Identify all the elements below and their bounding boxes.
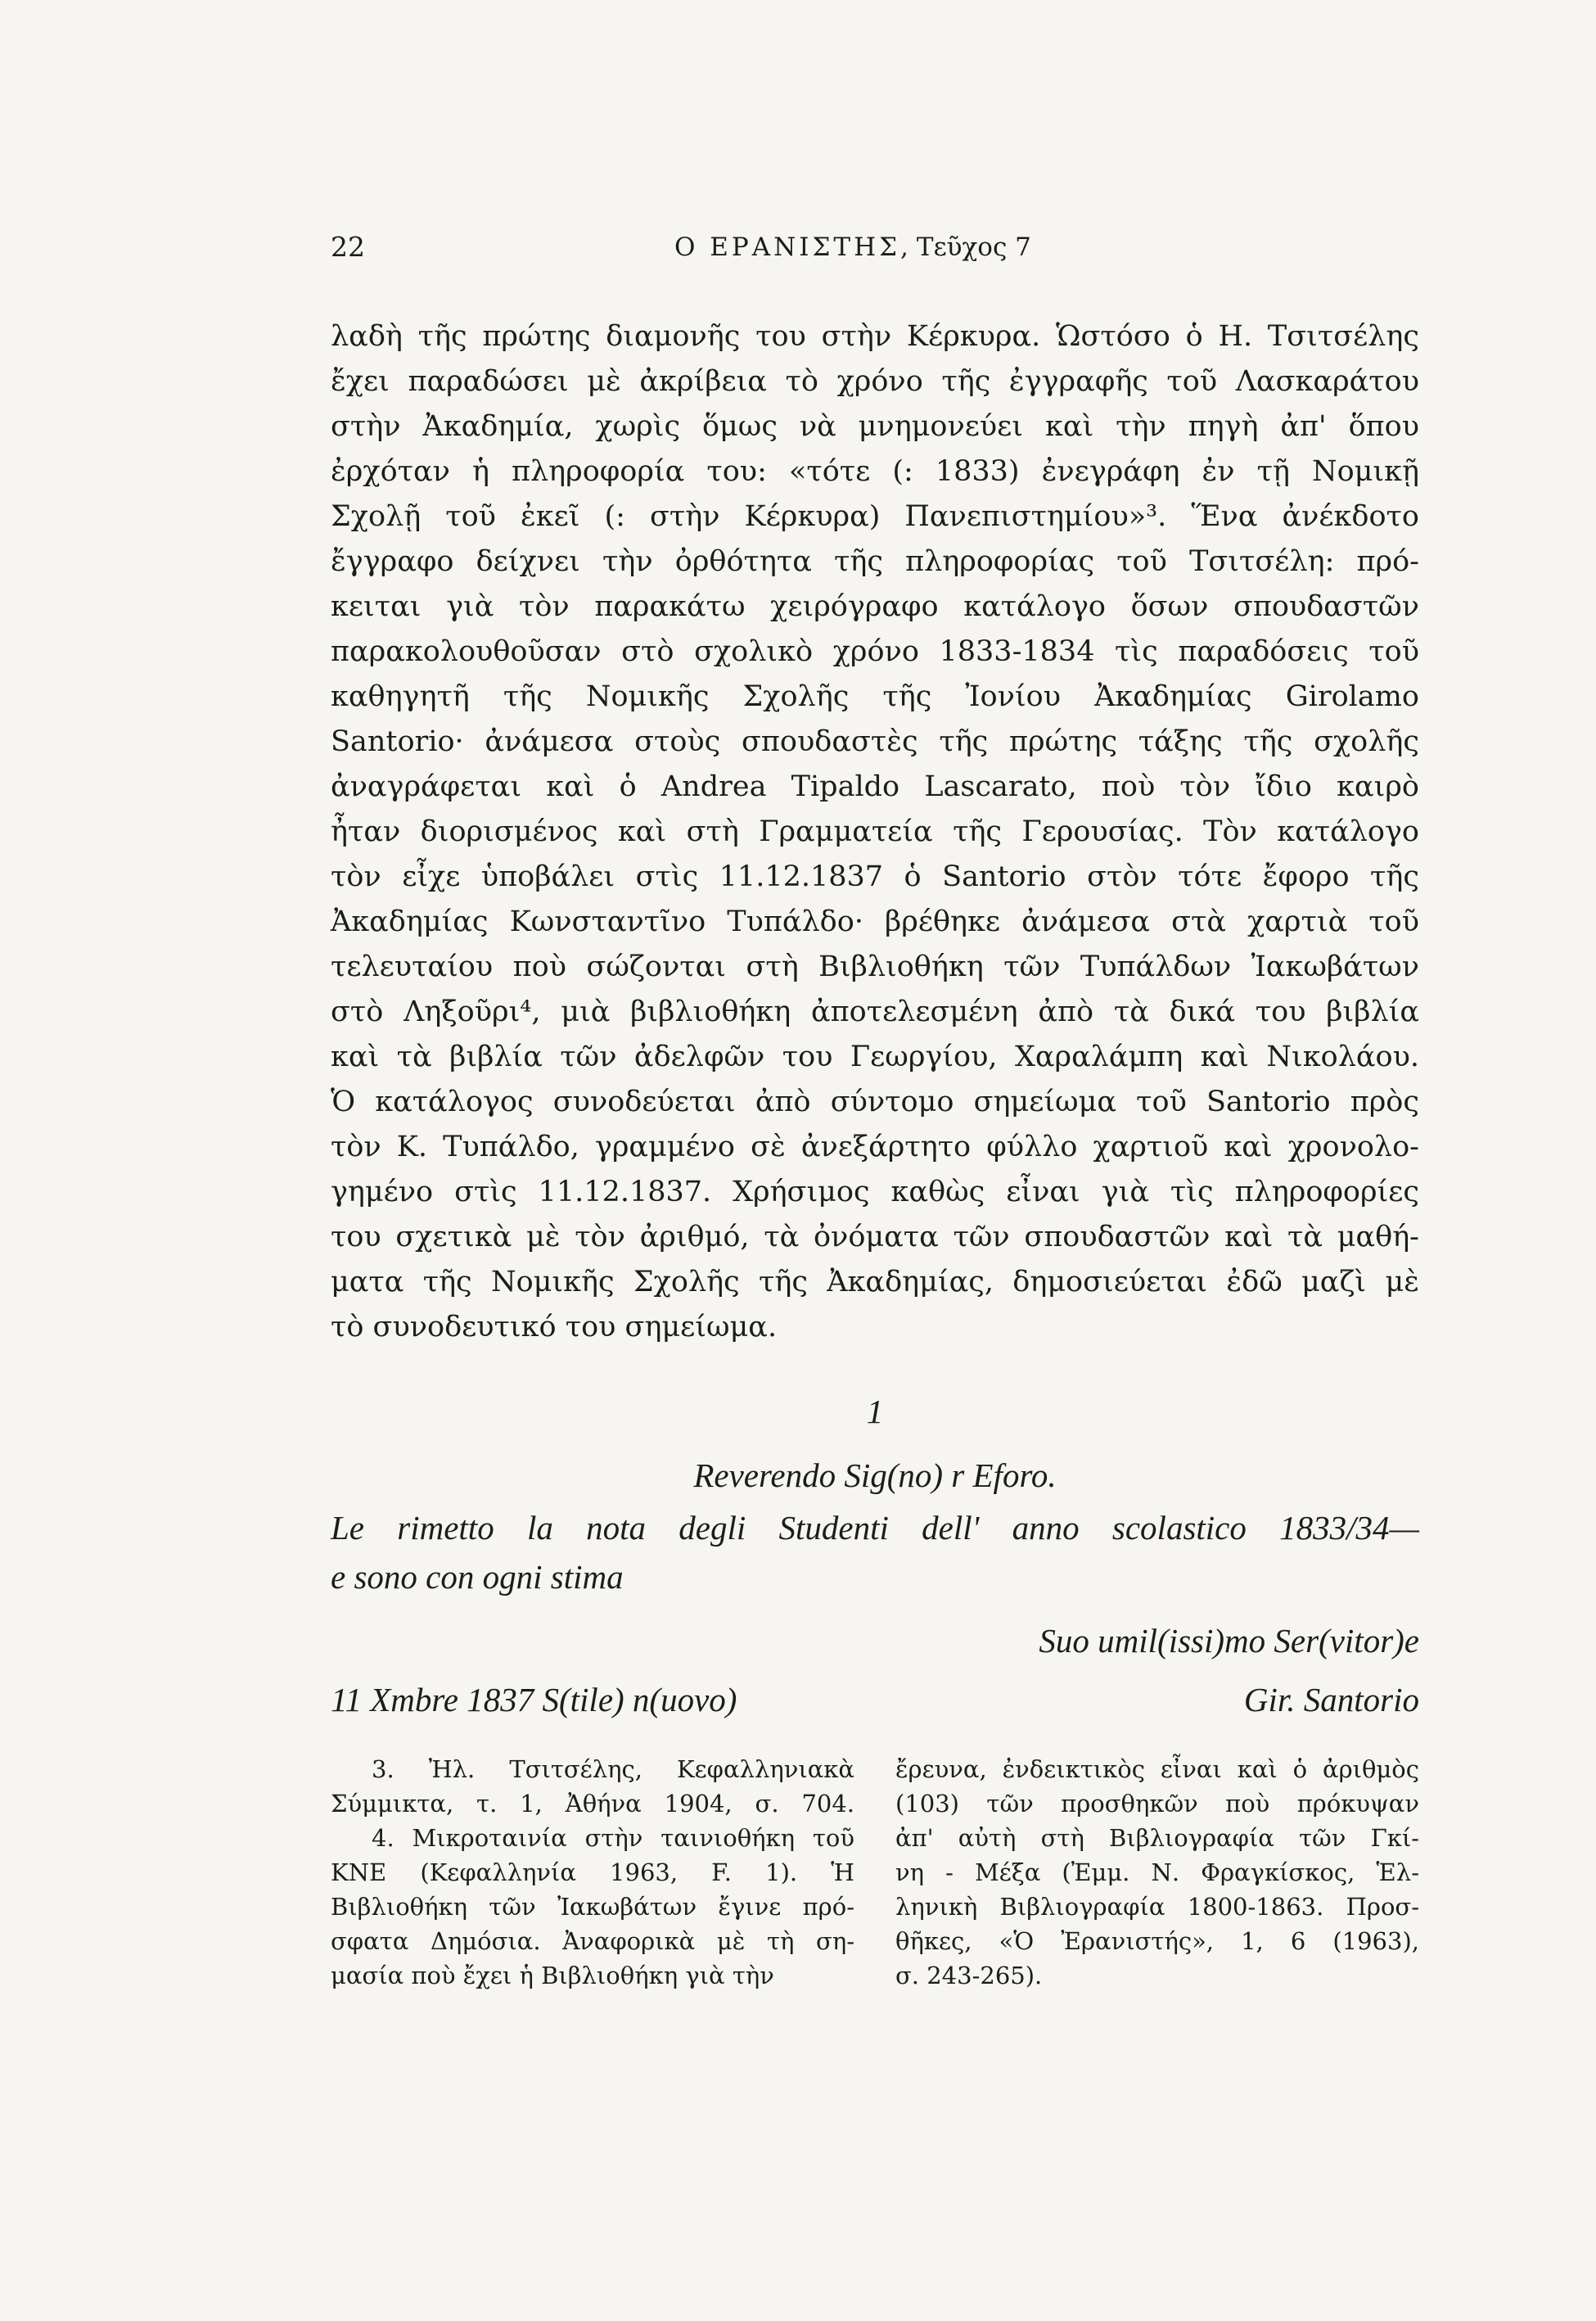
footnote-line: (103) τῶν προσθηκῶν ποὺ πρόκυψαν (895, 1790, 1419, 1818)
body-line: τελευταίου ποὺ σώζονται στὴ Βιβλιοθήκη τῶν Τυπάλδων Ἰακωβάτων (331, 951, 1419, 983)
footnote-line: Βιβλιοθήκη τῶν Ἰακωβάτων ἔγινε πρό- (331, 1893, 854, 1921)
footnote-line: σ. 243-265). (895, 1962, 1043, 1989)
letter-number: 1 (866, 1393, 884, 1430)
letter-body-line: e sono con ogni stima (331, 1558, 624, 1596)
issue-label: Τεῦχος 7 (916, 233, 1031, 262)
body-line: στὴν Ἀκαδημία, χωρὶς ὅμως νὰ μνημονεύει καὶ τὴν πηγὴ ἀπ' ὅπου (331, 410, 1419, 443)
running-header (331, 231, 1419, 272)
letter-closing: Suo umil(issi)mo Ser(vitor)e (1039, 1622, 1419, 1659)
body-line: παρακολουθοῦσαν στὸ σχολικὸ χρόνο 1833-1834 τὶς παραδόσεις τοῦ (331, 635, 1419, 668)
body-line: καθηγητῆ τῆς Νομικῆς Σχολῆς τῆς Ἰονίου Ἀκαδημίας Girolamo (331, 680, 1419, 713)
body-line: γημένο στὶς 11.12.1837. Χρήσιμος καθὼς εἶναι γιὰ τὶς πληροφορίες (331, 1176, 1419, 1208)
body-line: ἐρχόταν ἡ πληροφορία του: «τότε (: 1833) ἐνεγράφη ἐν τῇ Νομικῇ (331, 455, 1419, 488)
body-line: στὸ Ληξοῦρι⁴, μιὰ βιβλιοθήκη ἀποτελεσμένη ἀπὸ τὰ δικά του βιβλία (331, 996, 1419, 1028)
body-line: Ἀκαδημίας Κωνσταντῖνο Τυπάλδο· βρέθηκε ἀνάμεσα στὰ χαρτιὰ τοῦ (331, 905, 1419, 938)
body-line: κειται γιὰ τὸν παρακάτω χειρόγραφο κατάλογο ὅσων σπουδαστῶν (331, 590, 1419, 623)
footnote-line: ἀπ' αὐτὴ στὴ Βιβλιογραφία τῶν Γκί- (895, 1824, 1419, 1852)
footnote-line: μασία ποὺ ἔχει ἡ Βιβλιοθήκη γιὰ τὴν (331, 1962, 774, 1989)
page-number: 22 (331, 231, 365, 263)
body-line: τὸ συνοδευτικό του σημείωμα. (331, 1311, 778, 1343)
body-line: ἦταν διορισμένος καὶ στὴ Γραμματεία τῆς Γερουσίας. Τὸν κατάλογο (331, 815, 1419, 848)
footnote-line: ΚΝΕ (Κεφαλληνία 1963, F. 1). Ἡ (331, 1858, 854, 1886)
body-line: καὶ τὰ βιβλία τῶν ἀδελφῶν του Γεωργίου, Χαραλάμπη καὶ Νικολάου. (331, 1041, 1419, 1073)
footnote-line: 4. Μικροταινία στὴν ταινιοθήκη τοῦ (372, 1824, 854, 1852)
letter-salutation: Reverendo Sig(no) r Eforo. (693, 1456, 1057, 1494)
body-line: ἔγγραφο δείχνει τὴν ὀρθότητα τῆς πληροφορίας τοῦ Τσιτσέλη: πρό- (331, 545, 1419, 578)
body-line: του σχετικὰ μὲ τὸν ἀριθμό, τὰ ὀνόματα τῶν σπουδαστῶν καὶ τὰ μαθή- (331, 1221, 1419, 1253)
letter-date: 11 Xmbre 1837 S(tile) n(uovo) (331, 1681, 737, 1718)
letter-signature: Gir. Santorio (1243, 1681, 1419, 1718)
footnote-line: Σύμμικτα, τ. 1, Ἀθήνα 1904, σ. 704. (331, 1790, 854, 1818)
body-line: τὸν εἶχε ὑποβάλει στὶς 11.12.1837 ὁ Santorio στὸν τότε ἔφορο τῆς (331, 860, 1419, 893)
footnote-line: σφατα Δημόσια. Ἀναφορικὰ μὲ τὴ ση- (331, 1927, 854, 1955)
body-line: ἔχει παραδώσει μὲ ἀκρίβεια τὸ χρόνο τῆς ἐγγραφῆς τοῦ Λασκαράτου (331, 365, 1419, 398)
body-line: Ὁ κατάλογος συνοδεύεται ἀπὸ σύντομο σημείωμα τοῦ Santorio πρὸς (331, 1086, 1419, 1118)
letter-body-line: Le rimetto la nota degli Studenti dell' anno scolastico 1833/34— (331, 1509, 1419, 1547)
body-text (331, 314, 1419, 1350)
body-line: Santorio· ἀνάμεσα στοὺς σπουδαστὲς τῆς πρώτης τάξης τῆς σχολῆς (331, 725, 1419, 758)
body-line: ἀναγράφεται καὶ ὁ Andrea Tipaldo Lascarato, ποὺ τὸν ἴδιο καιρὸ (331, 770, 1419, 803)
footnote-line: ληνικὴ Βιβλιογραφία 1800-1863. Προσ- (895, 1893, 1419, 1921)
footnotes-right-column (895, 1752, 1419, 1993)
running-title (674, 233, 1031, 262)
body-line: λαδὴ τῆς πρώτης διαμονῆς του στὴν Κέρκυρα. Ὡστόσο ὁ Η. Τσιτσέλης (331, 320, 1419, 353)
body-line: Σχολῇ τοῦ ἐκεῖ (: στὴν Κέρκυρα) Πανεπιστημίου»³. Ἕνα ἀνέκδοτο (331, 500, 1419, 533)
body-line: ματα τῆς Νομικῆς Σχολῆς τῆς Ἀκαδημίας, δημοσιεύεται ἐδῶ μαζὶ μὲ (331, 1266, 1419, 1298)
footnotes-left-column (331, 1752, 854, 1993)
journal-name: Ο ΕΡΑΝΙΣΤΗΣ, (674, 233, 912, 262)
footnote-line: θῆκες, «Ὁ Ἐρανιστής», 1, 6 (1963), (895, 1927, 1419, 1955)
body-line: τὸν Κ. Τυπάλδο, γραμμένο σὲ ἀνεξάρτητο φύλλο χαρτιοῦ καὶ χρονολο- (331, 1131, 1419, 1163)
footnote-line: 3. Ἠλ. Τσιτσέλης, Κεφαλληνιακὰ (372, 1755, 854, 1783)
footnote-line: νη - Μέξα (Ἐμμ. Ν. Φραγκίσκος, Ἑλ- (895, 1858, 1419, 1886)
footnote-line: ἔρευνα, ἐνδεικτικὸς εἶναι καὶ ὁ ἀριθμὸς (895, 1755, 1419, 1783)
